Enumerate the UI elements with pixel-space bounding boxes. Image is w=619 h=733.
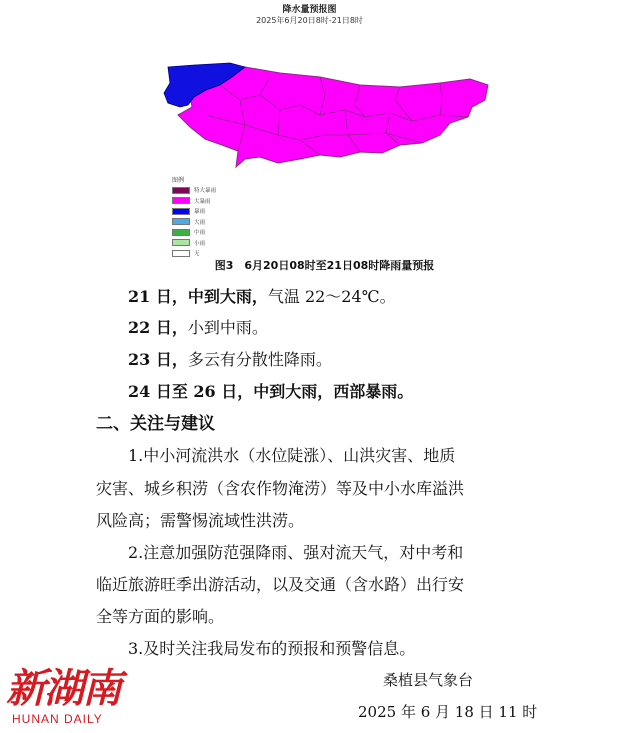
- legend-title: 图例: [172, 177, 185, 184]
- legend-label: 无: [194, 251, 200, 258]
- legend-swatch: [172, 197, 190, 204]
- suggestion-1-line-1: 1.中小河流洪水（水位陡涨）、山洪灾害、地质: [128, 446, 456, 465]
- legend-label: 中雨: [194, 230, 206, 237]
- forecast-line-21: [128, 287, 396, 307]
- legend-swatch: [172, 187, 190, 194]
- map-legend: [172, 175, 232, 259]
- legend-label: 大雨: [194, 219, 206, 226]
- forecast-highlight: 中到大雨，: [187, 287, 268, 306]
- suggestion-2-line-1: 2.注意加强防范强降雨、强对流天气，对中考和: [128, 543, 464, 562]
- legend-label: 大暴雨: [194, 198, 211, 205]
- forecast-day: 23 日，: [128, 350, 188, 369]
- legend-swatch: [172, 229, 190, 236]
- hunan-daily-logo: 新湖南: [6, 665, 120, 712]
- map-place-label: ·: [180, 73, 182, 78]
- legend-item: [172, 217, 232, 228]
- figure-caption: 图3 6月20日08时至21日08时降雨量预报: [214, 259, 435, 272]
- legend-item: [172, 185, 232, 196]
- suggestion-1-line-3: 风险高；需警惕流域性洪涝。: [96, 511, 305, 530]
- legend-label: 暴雨: [194, 209, 206, 216]
- legend-swatch: [172, 208, 190, 215]
- section-title: 二、关注与建议: [96, 414, 215, 434]
- forecast-detail: 气温 22～24℃。: [267, 287, 396, 306]
- forecast-line-24-26: [128, 382, 413, 402]
- forecast-line-22: [128, 318, 268, 338]
- forecast-detail: 多云有分散性降雨。: [187, 350, 332, 369]
- forecast-detail: 小到中雨。: [187, 318, 268, 337]
- legend-swatch: [172, 250, 190, 257]
- legend-swatch: [172, 239, 190, 246]
- map-title: 降水量预报图: [282, 5, 337, 15]
- rainfall-map: [150, 55, 500, 175]
- suggestion-2-line-2: 临近旅游旺季出游活动，以及交通（含水路）出行安: [96, 575, 465, 594]
- legend-item: [172, 196, 232, 207]
- forecast-day: 21 日，: [128, 287, 188, 306]
- map-subtitle: 2025年6月20日8时-21日8时: [256, 16, 363, 25]
- legend-item: [172, 238, 232, 249]
- signature-date: 2025 年 6 月 18 日 11 时: [358, 703, 538, 721]
- forecast-line-23: [128, 350, 332, 370]
- legend-label: 特大暴雨: [194, 188, 217, 195]
- forecast-highlight: 中到大雨，西部暴雨。: [253, 382, 414, 401]
- suggestion-2-line-3: 全等方面的影响。: [96, 607, 225, 626]
- forecast-day: 22 日，: [128, 318, 188, 337]
- legend-item: [172, 227, 232, 238]
- forecast-day: 24 日至 26 日，: [128, 382, 254, 401]
- legend-label: 小雨: [194, 240, 206, 247]
- suggestion-1-line-2: 灾害、城乡积涝（含农作物淹涝）等及中小水库溢洪: [96, 479, 465, 498]
- signature-org: 桑植县气象台: [383, 671, 474, 689]
- legend-item: [172, 206, 232, 217]
- legend-swatch: [172, 218, 190, 225]
- hunan-daily-logo-text: HUNAN DAILY: [12, 712, 103, 726]
- suggestion-3-line-1: 3.及时关注我局发布的预报和预警信息。: [128, 639, 416, 658]
- map-place-labels: [180, 73, 181, 78]
